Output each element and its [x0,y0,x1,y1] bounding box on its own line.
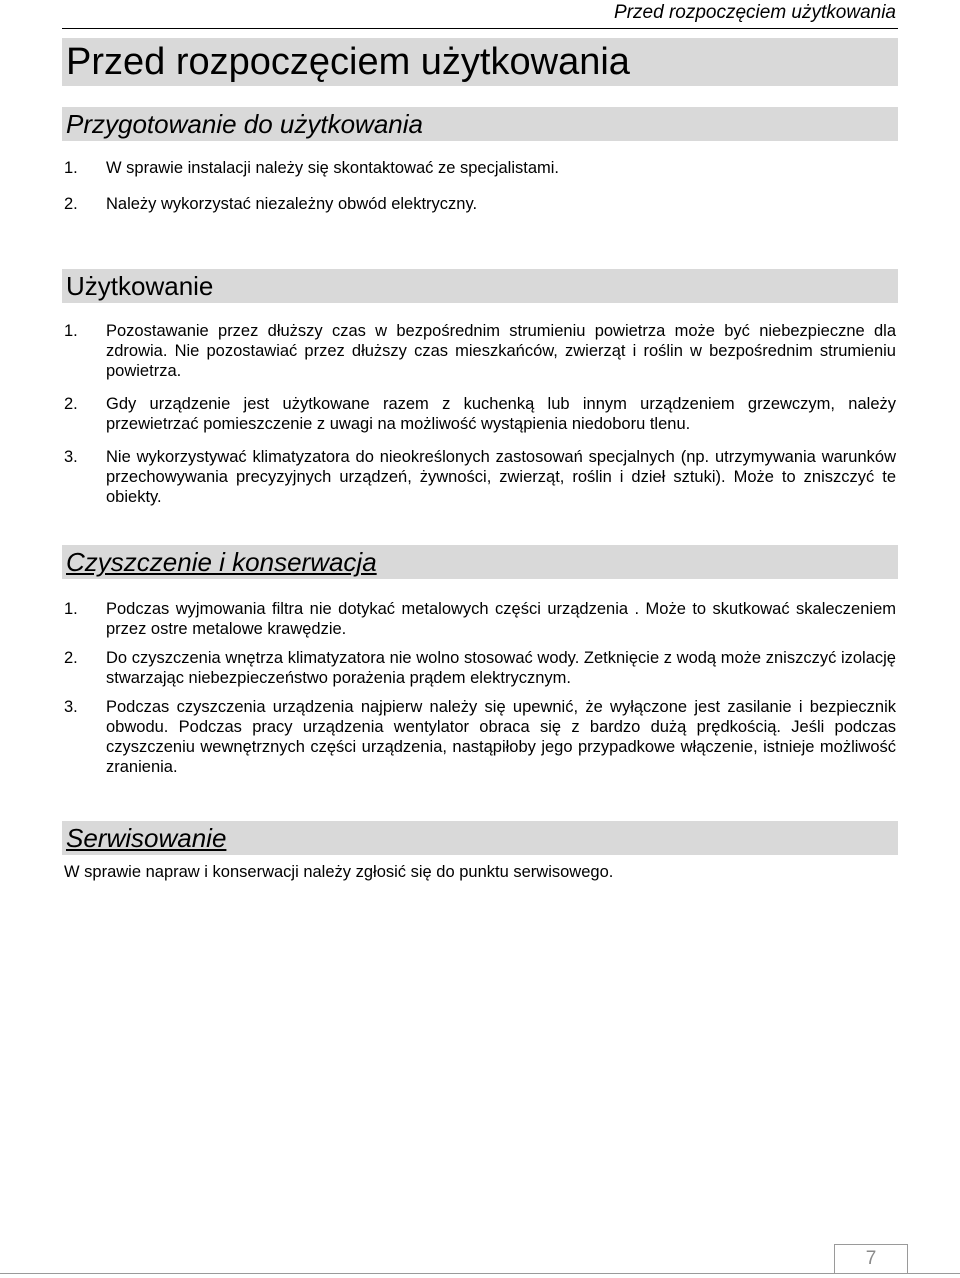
footer-line [0,1273,960,1274]
running-header-text: Przed rozpoczęciem użytkowania [614,2,896,23]
section-heading-przygotowanie: Przygotowanie do użytkowania [62,107,898,141]
list-item-text: Gdy urządzenie jest użytkowane razem z kuchenką lub innym urządzeniem grzewczym, należy przewietrzać pomieszczenie z uwagi na możliwość wystąpienia niedoboru tlenu. [106,395,896,433]
running-header [62,0,898,29]
list-item-text: Pozostawanie przez dłuższy czas w bezpośrednim strumieniu powietrza może być niebezpieczne dla zdrowia. Nie pozostawiać przez dłuższy czas mieszkańców, zwierząt i roślin w bezpośrednim strumieniu powietrza. [106,322,896,380]
section-heading-serwisowanie [62,821,898,855]
list-item-text: Nie wykorzystywać klimatyzatora do nieokreślonych zastosowań specjalnych (np. utrzymywania warunków przechowywania precyzyjnych urządzeń, żywności, zwierząt, roślin i dzieł sztuki). Może to zniszczyć te obiekty. [106,448,896,506]
list-item [64,394,896,434]
list-item-number: 2. [64,649,78,667]
list-item [64,648,896,688]
list-item-number: 2. [64,395,78,413]
page-number: 7 [834,1244,908,1274]
list-item [64,447,896,507]
list-item [64,697,896,777]
serwisowanie-text: W sprawie napraw i konserwacji należy zgłosić się do punktu serwisowego. [64,863,614,881]
list-item-number: 2. [64,195,78,213]
list-czyszczenie [64,599,896,777]
list-item-text: Do czyszczenia wnętrza klimatyzatora nie wolno stosować wody. Zetknięcie z wodą może zniszczyć izolację stwarzając niebezpieczeństwo porażenia prądem elektrycznym. [106,649,896,687]
list-item-text: W sprawie instalacji należy się skontaktować ze specjalistami. [106,159,560,177]
list-uzytkowanie [64,321,896,507]
section-heading-serwisowanie-text: Serwisowanie [66,823,227,853]
section-heading-czyszczenie [62,545,898,579]
list-item-number: 1. [64,159,78,177]
list-item-number: 1. [64,600,78,618]
list-item-number: 1. [64,322,78,340]
section-heading-uzytkowanie: Użytkowanie [62,269,898,303]
list-item-text: Należy wykorzystać niezależny obwód elektryczny. [106,195,478,213]
list-item [64,321,896,381]
list-item-number: 3. [64,448,78,466]
list-item-text: Podczas wyjmowania filtra nie dotykać metalowych części urządzenia . Może to skutkować skaleczeniem przez ostre metalowe krawędzie. [106,600,896,638]
list-item [64,599,896,639]
list-item [64,158,896,178]
section-heading-czyszczenie-text: Czyszczenie i konserwacja [66,547,377,577]
page-title: Przed rozpoczęciem użytkowania [62,38,898,86]
list-przygotowanie [64,158,896,214]
list-item [64,194,896,214]
list-item-number: 3. [64,698,78,716]
list-item-text: Podczas czyszczenia urządzenia najpierw należy się upewnić, że wyłączone jest zasilanie i bezpiecznik obwodu. Podczas pracy urządzenia wentylator obraca się z bardzo dużą prędkością. Jeśli podczas czyszczeniu wewnętrznych części urządzenia, nastąpiłoby jego przypadkowe włączenie, istnieje możliwość zranienia. [106,698,896,776]
